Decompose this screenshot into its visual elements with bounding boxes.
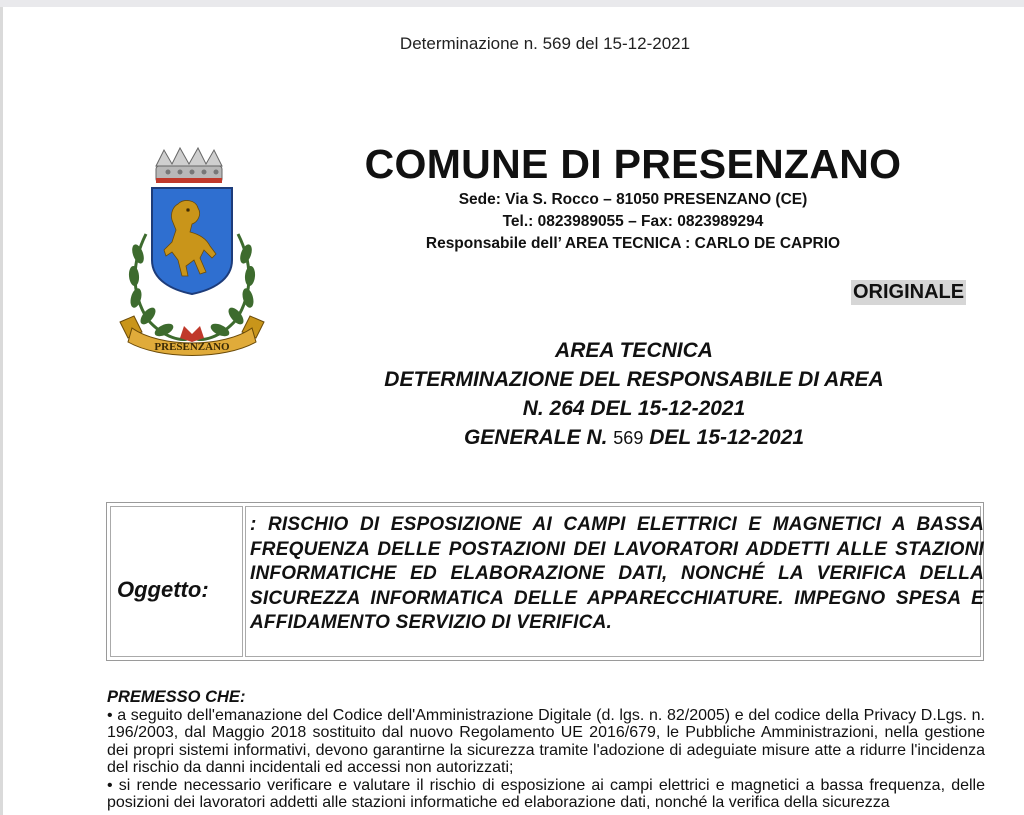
general-number-prefix: GENERALE N. [463, 426, 608, 449]
general-number-line [320, 423, 948, 453]
area-title: AREA TECNICA [555, 339, 713, 362]
crest-scroll-label: PRESENZANO [154, 341, 230, 353]
office-address: Sede: Via S. Rocco – 81050 PRESENZANO (CE) [458, 191, 808, 208]
area-manager: Responsabile dell’ AREA TECNICA : CARLO DE CAPRIO [425, 235, 841, 252]
page-left-edge [0, 7, 3, 815]
coat-of-arms [112, 142, 272, 364]
document-header-reference: Determinazione n. 569 del 15-12-2021 [399, 34, 691, 53]
determination-title: DETERMINAZIONE DEL RESPONSABILE DI AREA [384, 368, 884, 391]
subject-label: Oggetto: [117, 577, 209, 602]
crown-icon [156, 148, 222, 183]
subject-table [106, 502, 984, 661]
viewer-top-bar [0, 0, 1024, 7]
subject-label-cell [110, 506, 243, 657]
premises-bullet-2: • si rende necessario verificare e valutare il rischio di esposizione ai campi elettrici e magnetici a bassa frequenza, delle posizioni dei lavoratori addetti alle stazioni informatiche ed elaborazione dati, nonché la verifica della sicurezza [107, 776, 985, 812]
original-stamp: ORIGINALE [853, 281, 965, 303]
municipality-name: COMUNE DI PRESENZANO [364, 141, 902, 187]
premises-body [107, 707, 985, 811]
subject-text: : RISCHIO DI ESPOSIZIONE AI CAMPI ELETTRICI E MAGNETICI A BASSA FREQUENZA DELLE POSTAZIONI DEI LAVORATORI ADDETTI ALLE STAZIONI INFORMATICHE ED ELABORAZIONE DATI, NONCHÉ LA VERIFICA DELLA SICUREZZA INFORMATICA DELLE APPARECCHIATURE. IMPEGNO SPESA E AFFIDAMENTO SERVIZIO DI VERIFICA. [250, 514, 984, 633]
general-number-value: 569 [613, 428, 644, 448]
office-phone-fax: Tel.: 0823989055 – Fax: 0823989294 [502, 213, 764, 230]
determination-heading [320, 336, 948, 453]
subject-text-cell [245, 506, 984, 657]
premises-title: PREMESSO CHE: [107, 688, 246, 706]
determination-number: N. 264 DEL 15-12-2021 [522, 397, 746, 420]
premises-bullet-1: • a seguito dell'emanazione del Codice dell'Amministrazione Digitale (d. lgs. n. 82/2005) e del codice della Privacy D.Lgs. n. 196/2003, dal Maggio 2018 sostituito dal nuovo Regolamento UE 2016/679, le Pubbliche Amministrazioni, nella gestione dei propri sistemi informativi, devono garantirne la sicurezza tramite l'adozione di adeguiate misure atte a ridurre l'incidenza del rischio da danni incidentali ed accessi non autorizzati; [107, 707, 985, 777]
general-number-suffix: DEL 15-12-2021 [649, 426, 805, 449]
